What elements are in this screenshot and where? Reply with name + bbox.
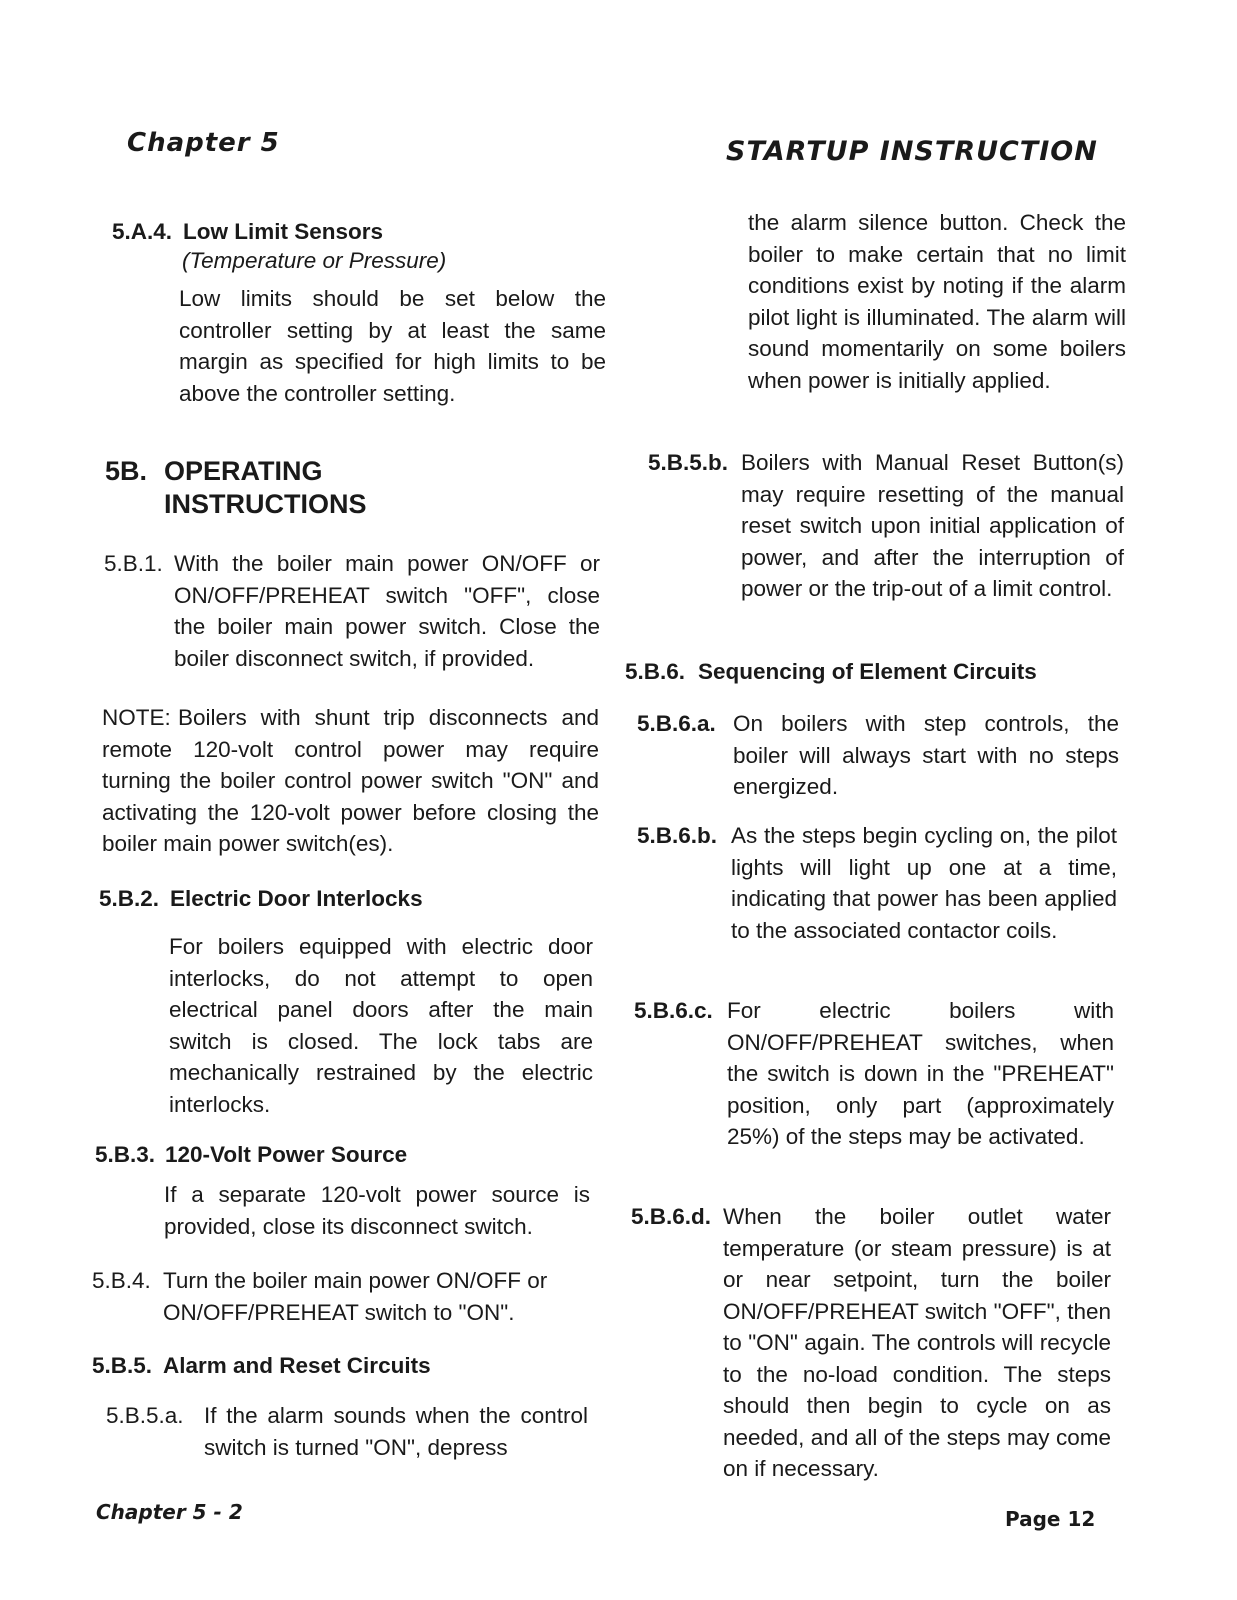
section-5b1-text: With the boiler main power ON/OFF or ON/OFF/PREHEAT switch "OFF", close the boiler main power switch. Close the boiler disconnect switch, if provided. <box>174 551 600 671</box>
section-title-header: STARTUP INSTRUCTION <box>726 136 1098 167</box>
footer-page-number: Page 12 <box>1005 1507 1096 1531</box>
section-5b-number: 5B. <box>105 456 148 486</box>
section-5b6a-text: On boilers with step controls, the boiler will always start with no steps energized. <box>733 711 1119 799</box>
note-label: NOTE: <box>102 705 171 730</box>
section-5b-title-line2: INSTRUCTIONS <box>164 489 367 519</box>
section-5a4-number: 5.A.4. <box>112 219 173 244</box>
section-5b5b-number: 5.B.5.b. <box>648 450 729 475</box>
section-5b5b-text: Boilers with Manual Reset Button(s) may require resetting of the manual reset switch upon initial application of power, and after the interruption of power or the trip-out of a limit control. <box>741 450 1124 601</box>
section-5a4-text: Low limits should be set below the controller setting by at least the same margin as specified for high limits to be above the controller setting. <box>179 286 606 406</box>
section-5a4-subtitle: (Temperature or Pressure) <box>182 248 447 273</box>
section-5b6-number: 5.B.6. <box>625 659 686 684</box>
section-5b3-title: 120-Volt Power Source <box>165 1142 408 1167</box>
section-5b5-number: 5.B.5. <box>92 1353 153 1378</box>
section-5b-title-line1: OPERATING <box>164 456 323 486</box>
section-5b3-number: 5.B.3. <box>95 1142 156 1167</box>
section-5b6-title: Sequencing of Element Circuits <box>698 659 1037 684</box>
section-5b2-title: Electric Door Interlocks <box>170 886 423 911</box>
section-5b6d-text: When the boiler outlet water temperature (or steam pressure) is at or near setpoint, turn the boiler ON/OFF/PREHEAT switch "OFF", then to "ON" again. The controls will recycle to the no-load condition. The steps should then begin to cycle on as needed, and all of the steps may come on if necessary. <box>723 1204 1111 1481</box>
footer-chapter-page: Chapter 5 - 2 <box>96 1500 243 1524</box>
section-5b1-number: 5.B.1. <box>104 551 163 576</box>
section-5b6b-text: As the steps begin cycling on, the pilot lights will light up one at a time, indicating that power has been applied to the associated contactor coils. <box>731 823 1117 943</box>
section-5b6b-number: 5.B.6.b. <box>637 823 718 848</box>
chapter-header: Chapter 5 <box>127 128 280 158</box>
note-text: Boilers with shunt trip disconnects and remote 120-volt control power may require turning the boiler control power switch "ON" and activating the 120-volt power before closing the boiler main power switch(es). <box>102 705 599 856</box>
section-5b6c-text: For electric boilers with ON/OFF/PREHEAT switches, when the switch is down in the "PREHEAT" position, only part (approximately 25%) of the steps may be activated. <box>727 998 1114 1149</box>
section-5b5a-text: If the alarm sounds when the control switch is turned "ON", depress <box>204 1403 588 1460</box>
section-5b4-number: 5.B.4. <box>92 1268 151 1293</box>
section-5b2-number: 5.B.2. <box>99 886 160 911</box>
section-5b5-title: Alarm and Reset Circuits <box>163 1353 431 1378</box>
section-5b6c-number: 5.B.6.c. <box>634 998 713 1023</box>
section-5b4-text: Turn the boiler main power ON/OFF or ON/OFF/PREHEAT switch to "ON". <box>163 1268 548 1325</box>
section-5b5a-number: 5.B.5.a. <box>106 1403 184 1428</box>
section-5b5a-continued-text: the alarm silence button. Check the boiler to make certain that no limit conditions exist by noting if the alarm pilot light is illuminated. The alarm will sound momentarily on some boilers when power is initially applied. <box>748 210 1126 393</box>
section-5a4-title: Low Limit Sensors <box>183 219 384 244</box>
section-5b2-text: For boilers equipped with electric door interlocks, do not attempt to open electrical panel doors after the main switch is closed. The lock tabs are mechanically restrained by the electric interlocks. <box>169 934 593 1117</box>
section-5b3-text: If a separate 120-volt power source is provided, close its disconnect switch. <box>164 1182 590 1239</box>
section-5b6a-number: 5.B.6.a. <box>637 711 716 736</box>
section-5b6d-number: 5.B.6.d. <box>631 1204 712 1229</box>
